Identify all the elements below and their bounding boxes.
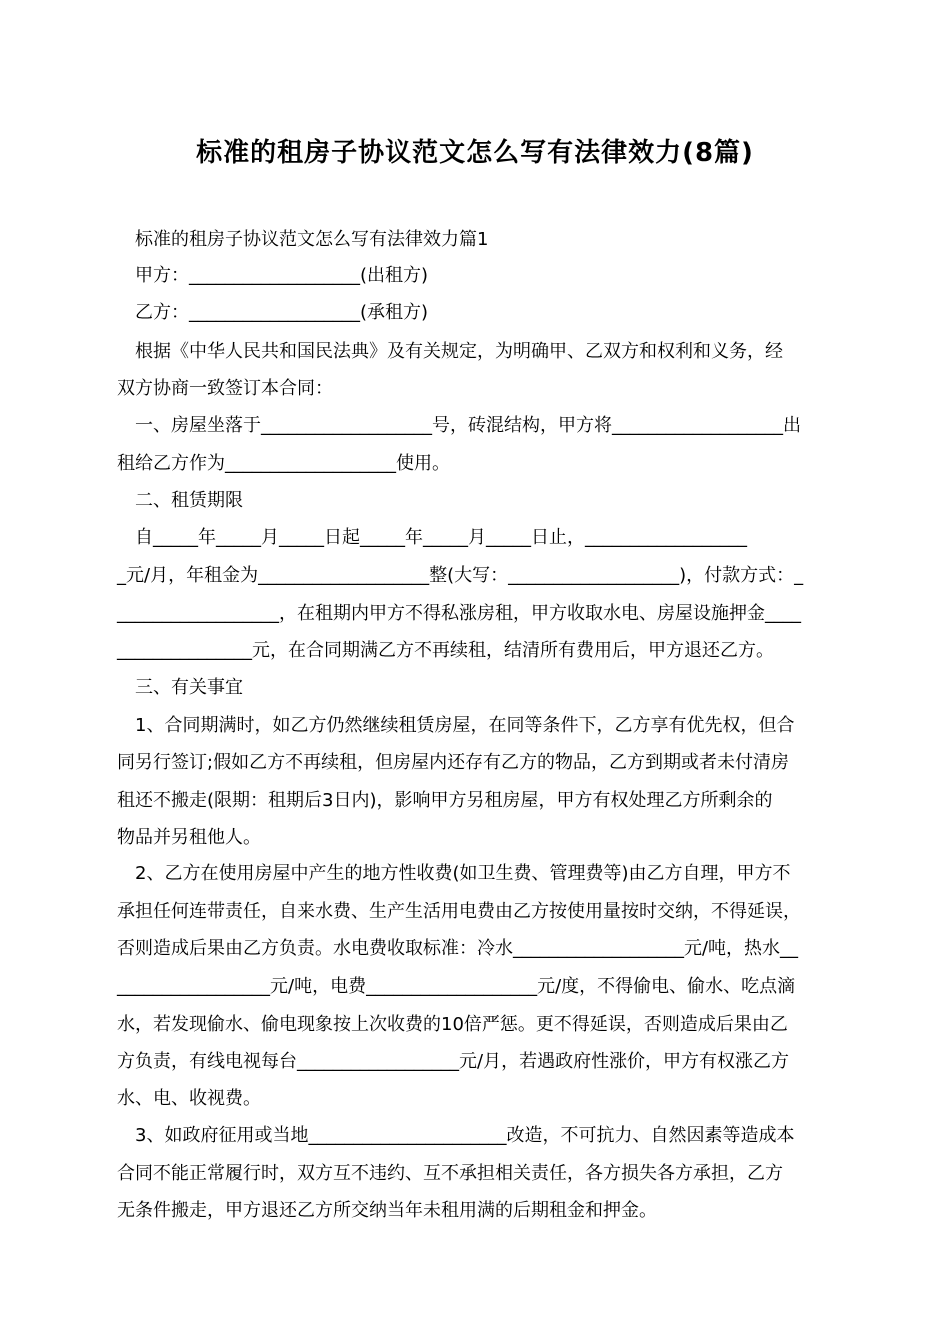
clause-line: 同另行签订;假如乙方不再续租，但房屋内还存有乙方的物品，乙方到期或者未付清房 (117, 752, 790, 773)
clause-line: 无条件搬走，甲方退还乙方所交纳当年未租用满的后期租金和押金。 (117, 1200, 657, 1221)
clause-line: 否则造成后果由乙方负责。水电费收取标准：冷水___________________元/吨，热水__ (117, 938, 799, 959)
clause-line: 3、如政府征用或当地______________________改造，不可抗力、自然因素等造成本 (135, 1125, 795, 1146)
clause-line: _________________元/吨，电费___________________元/度，不得偷电、偷水、吃点滴 (117, 976, 796, 997)
clause-heading: 三、有关事宜 (135, 677, 243, 698)
clause-line: _元/月，年租金为___________________整(大写：___________________)，付款方式：_ (117, 565, 804, 586)
clause-line: 一、房屋坐落于___________________号，砖混结构，甲方将___________________出 (135, 415, 801, 436)
clause-line: _______________元，在合同期满乙方不再续租，结清所有费用后，甲方退还乙方。 (117, 640, 774, 661)
clause-line: 1、合同期满时，如乙方仍然继续租赁房屋，在同等条件下，乙方享有优先权，但合 (135, 715, 795, 736)
clause-line: 合同不能正常履行时，双方互不违约、互不承担相关责任，各方损失各方承担，乙方 (117, 1163, 783, 1184)
clause-line: 方负责，有线电视每台__________________元/月，若遇政府性涨价，甲方有权涨乙方 (117, 1051, 790, 1072)
document-title: 标准的租房子协议范文怎么写有法律效力(8篇) (196, 138, 754, 168)
clause-line: 租还不搬走(限期：租期后3日内)，影响甲方另租房屋，甲方有权处理乙方所剩余的 (117, 790, 773, 811)
party-b-line: 乙方：___________________(承租方) (135, 302, 429, 323)
clause-line: 水、电、收视费。 (117, 1088, 261, 1109)
paragraph-line: 双方协商一致签订本合同： (117, 378, 333, 399)
clause-line: __________________，在租期内甲方不得私涨房租，甲方收取水电、房屋设施押金____ (117, 603, 801, 624)
clause-line: 2、乙方在使用房屋中产生的地方性收费(如卫生费、管理费等)由乙方自理，甲方不 (135, 863, 791, 884)
clause-line: 承担任何连带责任，自来水费、生产生活用电费由乙方按使用量按时交纳，不得延误， (117, 901, 801, 922)
section-heading: 标准的租房子协议范文怎么写有法律效力篇1 (135, 229, 489, 250)
party-a-line: 甲方：___________________(出租方) (135, 265, 429, 286)
clause-heading: 二、租赁期限 (135, 490, 243, 511)
clause-line: 物品并另租他人。 (117, 827, 261, 848)
clause-line: 租给乙方作为___________________使用。 (117, 453, 450, 474)
paragraph-line: 根据《中华人民共和国民法典》及有关规定，为明确甲、乙双方和权利和义务，经 (135, 341, 783, 362)
clause-line: 自_____年_____月_____日起_____年_____月_____日止，__________________ (135, 527, 747, 548)
clause-line: 水，若发现偷水、偷电现象按上次收费的10倍严惩。更不得延误，否则造成后果由乙 (117, 1014, 788, 1035)
